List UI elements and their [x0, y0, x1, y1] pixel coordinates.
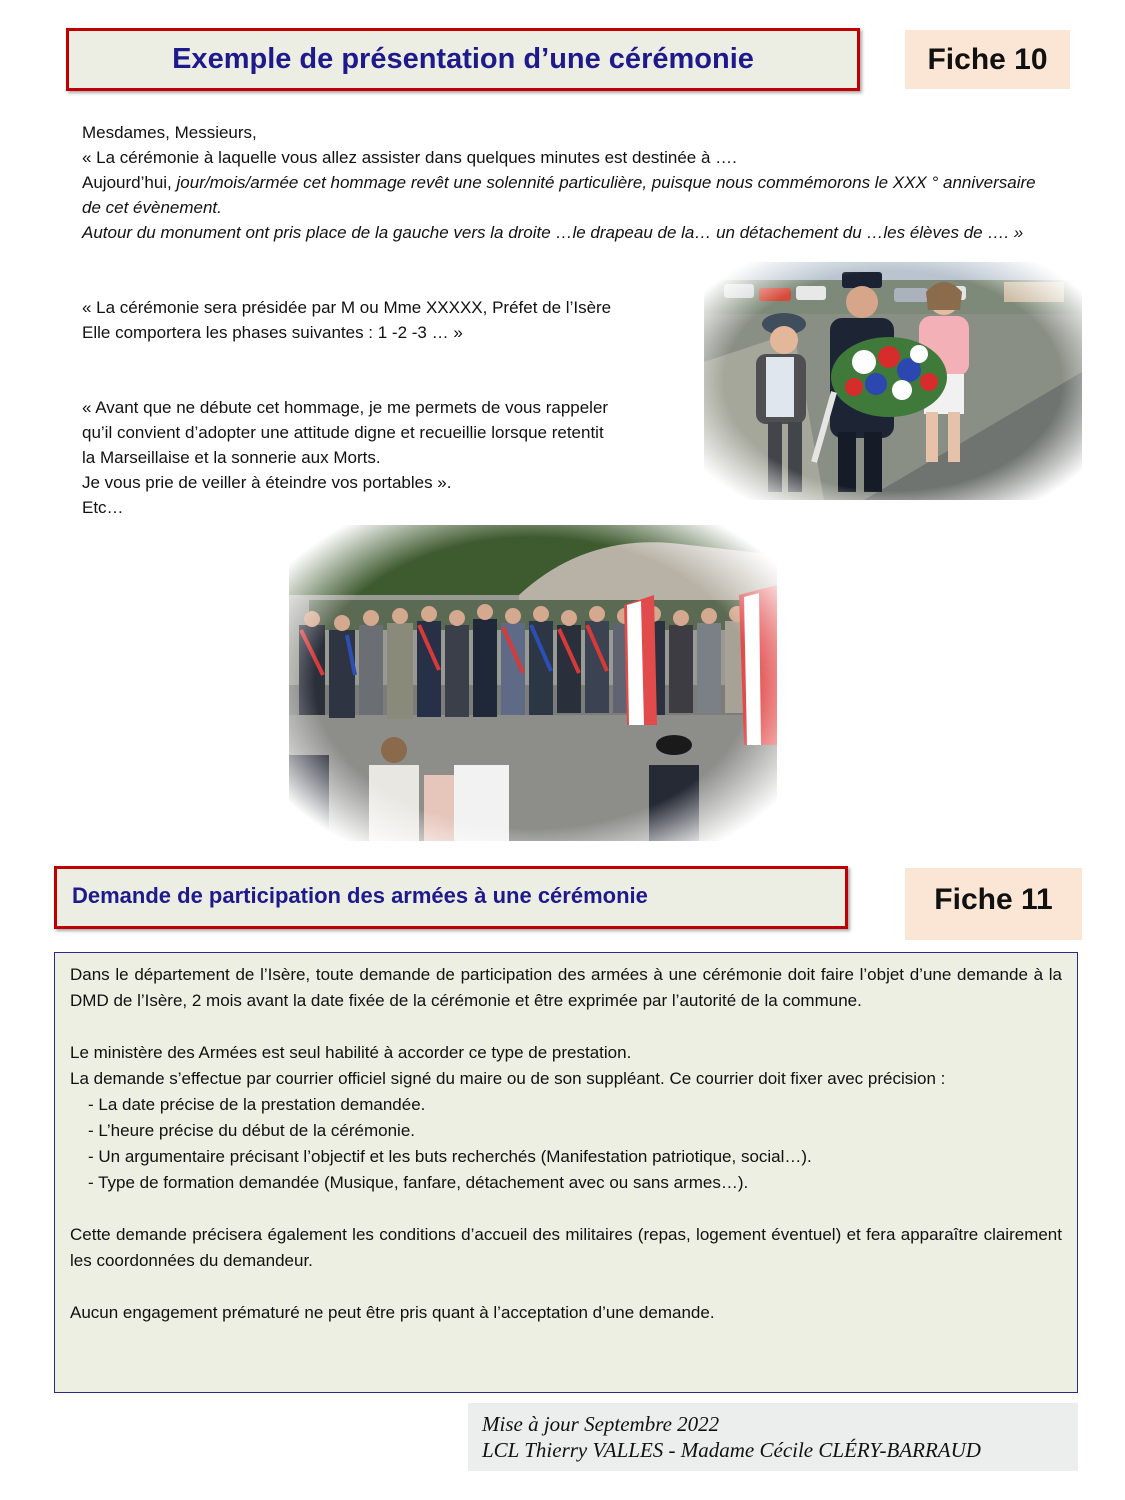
fiche11-list: [70, 1092, 1062, 1196]
avant-line-4: Je vous prie de veiller à éteindre vos portables ».: [82, 473, 452, 492]
list-item: - Un argumentaire précisant l’objectif et les buts recherchés (Manifestation patriotique, social…).: [70, 1144, 1062, 1170]
fiche10-title-box: [66, 28, 860, 91]
list-item: - Type de formation demandée (Musique, fanfare, détachement avec ou sans armes…).: [70, 1170, 1062, 1196]
ceremony-group-photo: [289, 525, 777, 841]
intro-line-3: [82, 170, 1054, 220]
intro-line-4: Autour du monument ont pris place de la gauche vers la droite …le drapeau de la… un détachement du …les élèves de …. »: [82, 223, 1024, 242]
wreath-laying-photo: [704, 262, 1082, 500]
intro-line-2: « La cérémonie à laquelle vous allez assister dans quelques minutes est destinée à ….: [82, 148, 737, 167]
intro-line-3-italic: jour/mois/armée cet hommage revêt une solennité particulière, puisque nous commémorons le XXX ° anniversaire de cet évènement.: [82, 173, 1036, 217]
list-item: - L’heure précise du début de la cérémonie.: [70, 1118, 1062, 1144]
fiche11-para-5: Aucun engagement prématuré ne peut être pris quant à l’acceptation d’une demande.: [70, 1303, 715, 1322]
fiche11-para-3: La demande s’effectue par courrier officiel signé du maire ou de son suppléant. Ce courrier doit fixer avec précision :: [70, 1069, 946, 1088]
fiche11-title: Demande de participation des armées à une cérémonie: [72, 883, 648, 908]
presidence-text: [82, 295, 702, 345]
fiche11-para-2: Le ministère des Armées est seul habilité à accorder ce type de prestation.: [70, 1043, 632, 1062]
fiche10-badge: Fiche 10: [905, 30, 1070, 89]
footer-update-date: Mise à jour Septembre 2022: [482, 1412, 720, 1436]
intro-text: [82, 120, 1054, 245]
avant-line-1: « Avant que ne débute cet hommage, je me permets de vous rappeler: [82, 398, 609, 417]
footer-authors: LCL Thierry VALLES - Madame Cécile CLÉRY-BARRAUD: [482, 1438, 981, 1462]
footer-box: [468, 1403, 1078, 1471]
fiche11-para-4: Cette demande précisera également les conditions d’accueil des militaires (repas, logement éventuel) et fera apparaître clairement les coordonnées du demandeur.: [70, 1225, 1062, 1270]
avant-text: [82, 395, 702, 520]
intro-line-1: Mesdames, Messieurs,: [82, 123, 257, 142]
fiche11-content-box: [54, 952, 1078, 1393]
intro-line-3-normal: Aujourd’hui,: [82, 173, 177, 192]
list-item: - La date précise de la prestation demandée.: [70, 1092, 1062, 1118]
avant-line-2: qu’il convient d’adopter une attitude digne et recueillie lorsque retentit: [82, 423, 604, 442]
fiche11-title-box: [54, 866, 848, 929]
fiche11-para-1: Dans le département de l’Isère, toute demande de participation des armées à une cérémonie doit faire l’objet d’une demande à la DMD de l’Isère, 2 mois avant la date fixée de la cérémonie et être exprimée par l’autorité de la commune.: [70, 965, 1062, 1010]
fiche11-badge: Fiche 11: [905, 868, 1082, 940]
avant-line-5: Etc…: [82, 498, 124, 517]
presidence-line-2: Elle comportera les phases suivantes : 1 -2 -3 … »: [82, 323, 463, 342]
presidence-line-1: « La cérémonie sera présidée par M ou Mme XXXXX, Préfet de l’Isère: [82, 298, 612, 317]
avant-line-3: la Marseillaise et la sonnerie aux Morts.: [82, 448, 381, 467]
fiche10-title: Exemple de présentation d’une cérémonie: [172, 43, 754, 75]
